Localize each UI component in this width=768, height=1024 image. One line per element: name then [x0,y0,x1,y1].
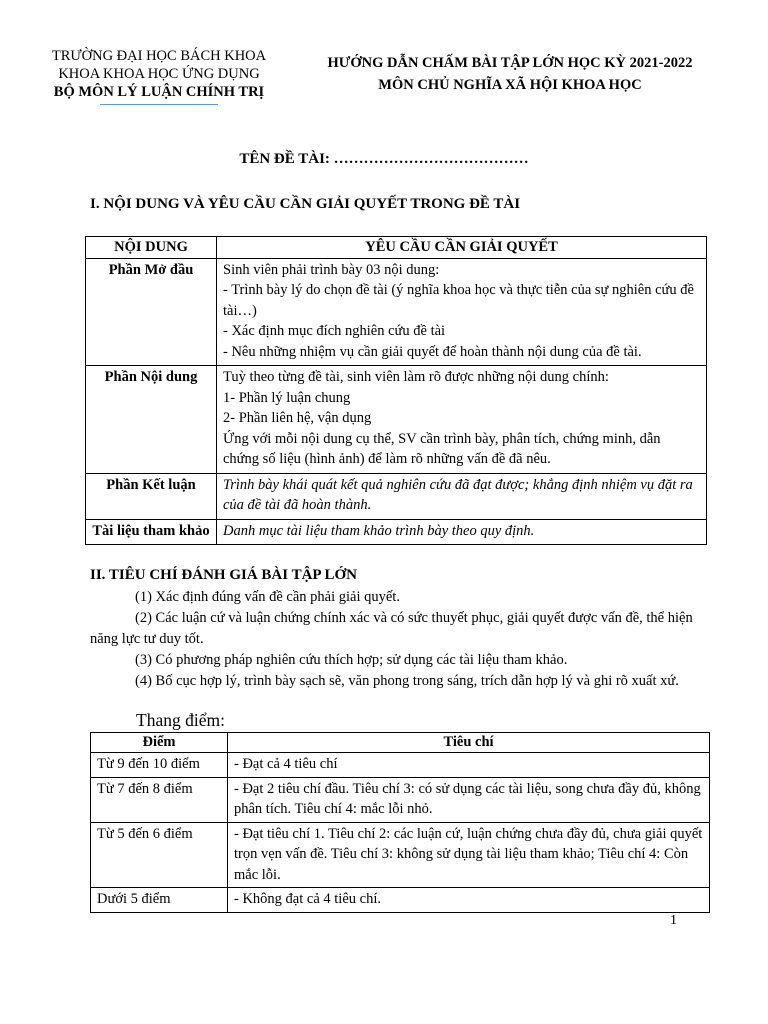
grading-scale-table [90,732,710,913]
requirement-line: Trình bày khái quát kết quả nghiên cứu đã đạt được; khẳng định nhiệm vụ đặt ra của đề tài đã hoàn thành. [223,476,693,513]
score-criteria: - Đạt tiêu chí 1. Tiêu chí 2: các luận cứ, luận chứng chưa đầy đủ, chưa giải quyết trọn vẹn vấn đề. Tiêu chí 3: không sử dụng tài liệu tham khảo; Tiêu chí 4: Còn mắc lỗi. [228,822,710,888]
score-criteria: - Không đạt cả 4 tiêu chí. [228,888,710,913]
score-range: Từ 7 đến 8 điểm [91,777,228,822]
table-row [86,258,707,366]
col-header-criteria: Tiêu chí [228,733,710,753]
table-row [91,822,710,888]
header-underline [100,104,218,105]
row-requirements [217,519,707,545]
criterion-item: (4) Bố cục hợp lý, trình bày sạch sẽ, văn phong trong sáng, trích dẫn hợp lý và ghi rõ xuất xứ. [135,673,679,689]
score-range: Từ 5 đến 6 điểm [91,822,228,888]
row-name: Tài liệu tham khảo [86,519,217,545]
row-name: Phần Nội dung [86,366,217,474]
score-range: Từ 9 đến 10 điểm [91,753,228,778]
requirement-line: Ứng với mỗi nội dung cụ thể, SV cần trình bày, phân tích, chứng minh, dẫn chứng số liệu (hình ảnh) để làm rõ những vấn đề đã nêu. [223,430,661,467]
university-name: TRƯỜNG ĐẠI HỌC BÁCH KHOA [51,48,267,64]
requirement-line: - Nêu những nhiệm vụ cần giải quyết để hoàn thành nội dung của đề tài. [223,343,642,360]
table-row [86,473,707,519]
page-number: 1 [670,913,677,928]
criterion-item: (1) Xác định đúng vấn đề cần phải giải quyết. [135,589,400,605]
score-range: Dưới 5 điểm [91,888,228,913]
requirement-line: - Trình bày lý do chọn đề tài (ý nghĩa khoa học và thực tiễn của sự nghiên cứu đề tài…) [223,282,694,319]
row-requirements [217,473,707,519]
document-title: HƯỚNG DẪN CHẤM BÀI TẬP LỚN HỌC KỲ 2021-2022 [327,55,693,71]
criteria-list [90,587,710,692]
table-header-row [86,237,707,259]
row-requirements [217,258,707,366]
requirement-line: - Xác định mục đích nghiên cứu đề tài [223,323,446,339]
score-criteria: - Đạt 2 tiêu chí đầu. Tiêu chí 3: có sử dụng các tài liệu, song chưa đầy đủ, không phân tích. Tiêu chí 4: mắc lỗi nhỏ. [228,777,710,822]
requirement-line: Danh mục tài liệu tham khảo trình bày theo quy định. [223,522,535,539]
row-name: Phần Kết luận [86,473,217,519]
criterion-item: (2) Các luận cứ và luận chứng chính xác và có sức thuyết phục, giải quyết được vấn đề, thể hiện năng lực tư duy tốt. [90,610,693,647]
institution-header [40,47,278,105]
table-row [86,519,707,545]
row-name: Phần Mở đầu [86,258,217,366]
department-name: BỘ MÔN LÝ LUẬN CHÍNH TRỊ [53,84,265,100]
grading-scale-title: Thang điểm: [136,710,225,730]
faculty-name: KHOA KHOA HỌC ỨNG DỤNG [58,66,260,82]
table-row [91,888,710,913]
col-header-requirements: YÊU CẦU CẦN GIẢI QUYẾT [217,237,707,259]
table-row [91,777,710,822]
requirement-line: Sinh viên phải trình bày 03 nội dung: [223,261,440,278]
table-row [91,753,710,778]
criterion-item: (3) Có phương pháp nghiên cứu thích hợp; sử dụng các tài liệu tham khảo. [135,652,568,668]
row-requirements [217,366,707,474]
col-header-content: NỘI DUNG [86,237,217,259]
requirement-line: 2- Phần liên hệ, vận dụng [223,410,372,426]
section1-heading: I. NỘI DUNG VÀ YÊU CẦU CẦN GIẢI QUYẾT TRONG ĐỀ TÀI [90,196,521,212]
score-criteria: - Đạt cả 4 tiêu chí [228,753,710,778]
col-header-score: Điểm [91,733,228,753]
table-row [86,366,707,474]
content-requirements-table [85,236,707,545]
table-header-row [91,733,710,753]
subject-title: MÔN CHỦ NGHĨA XÃ HỘI KHOA HỌC [378,77,642,93]
requirement-line: 1- Phần lý luận chung [223,389,351,406]
section2-heading: II. TIÊU CHÍ ĐÁNH GIÁ BÀI TẬP LỚN [90,567,358,583]
topic-title: TÊN ĐỀ TÀI: ………………………………… [239,151,529,167]
requirement-line: Tuỳ theo từng đề tài, sinh viên làm rõ được những nội dung chính: [223,369,609,385]
document-title-block [300,52,720,96]
